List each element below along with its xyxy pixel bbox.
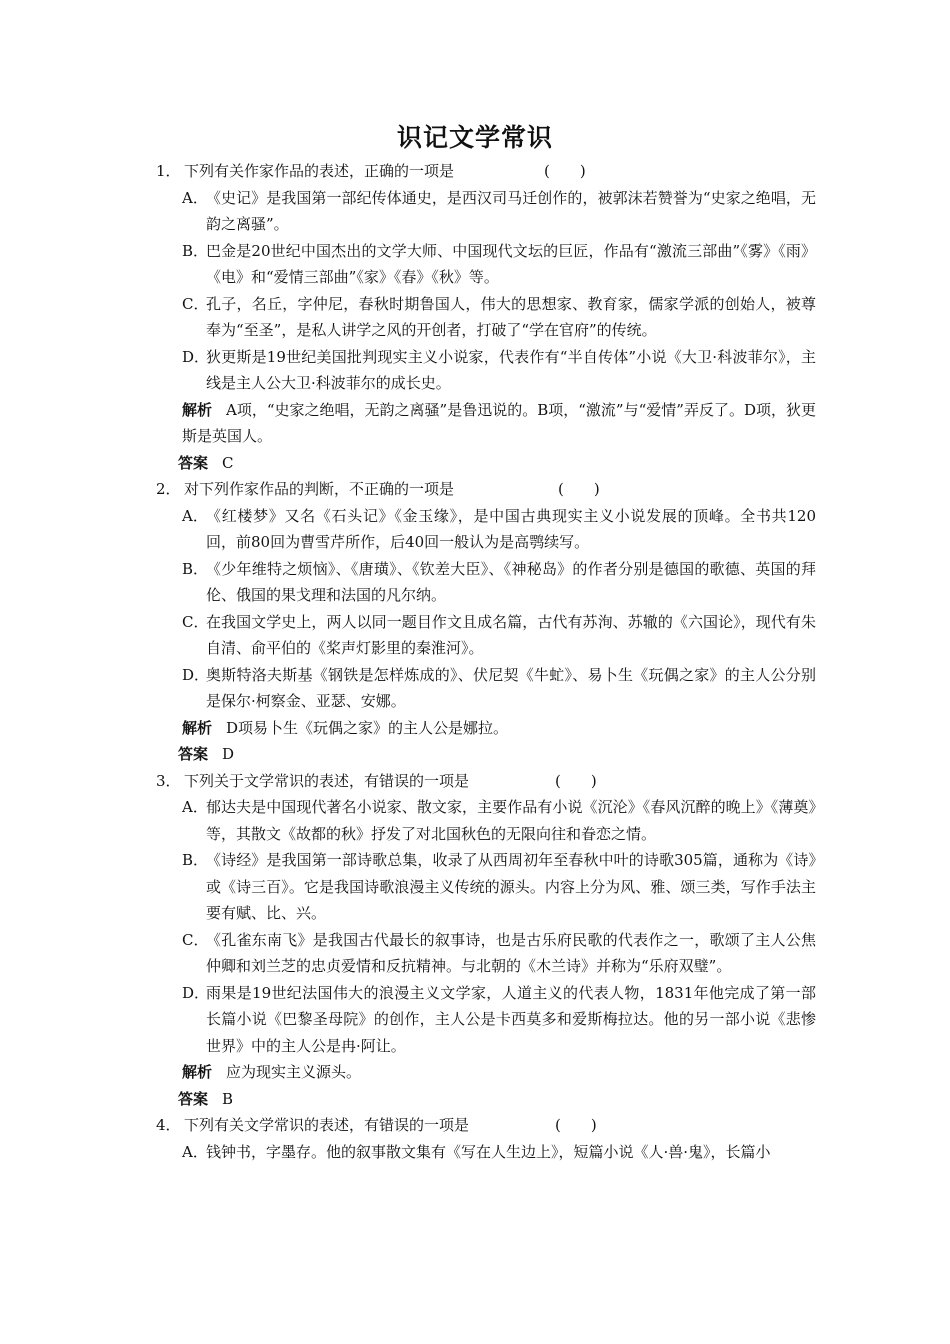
question-4: [156, 1112, 816, 1165]
option-b: [156, 556, 816, 609]
option-c: [156, 291, 816, 344]
answer-value: B: [222, 1089, 234, 1108]
answer-label: 答案: [178, 1089, 209, 1108]
question-text: 下列关于文学常识的表述，有错误的一项是: [184, 771, 470, 790]
option-text: 《红楼梦》又名《石头记》《金玉缘》，是中国古典现实主义小说发展的顶峰。全书共120回，前80回为曹雪芹所作，后40回一般认为是高鹗续写。: [206, 506, 816, 551]
question-number: 4．: [156, 1116, 181, 1134]
option-letter: D．: [182, 347, 210, 366]
answer-value: C: [222, 453, 234, 472]
question-number: 3．: [156, 771, 181, 790]
option-text: 《孔雀东南飞》是我国古代最长的叙事诗，也是古乐府民歌的代表作之一，歌颂了主人公焦仲卿和刘兰芝的忠贞爱情和反抗精神。与北朝的《木兰诗》并称为“乐府双璧”。: [206, 930, 816, 975]
answer-blank: ( ): [555, 771, 597, 790]
option-letter: D．: [182, 983, 210, 1002]
question-stem: [156, 768, 816, 795]
answer-label: 答案: [178, 453, 209, 472]
question-text: 下列有关作家作品的表述，正确的一项是: [184, 162, 455, 180]
analysis-text: A项，“史家之绝唱，无韵之离骚”是鲁迅说的。B项，“激流”与“爱情”弄反了。D项，狄更斯是英国人。: [182, 400, 816, 445]
option-b: [156, 238, 816, 291]
option-text: 雨果是19世纪法国伟大的浪漫主义文学家，人道主义的代表人物，1831年他完成了第一部长篇小说《巴黎圣母院》的创作，主人公是卡西莫多和爱斯梅拉达。他的另一部小说《悲惨世界》中的主人公是冉·阿让。: [206, 983, 816, 1055]
option-a: [156, 185, 816, 238]
option-text: 狄更斯是19世纪美国批判现实主义小说家，代表作有“半自传体”小说《大卫·科波菲尔》，主线是主人公大卫·科波菲尔的成长史。: [206, 347, 816, 392]
option-d: [156, 344, 816, 397]
question-stem: [156, 476, 816, 503]
option-letter: B．: [182, 241, 209, 260]
question-stem: [156, 158, 816, 185]
option-letter: A．: [182, 798, 208, 816]
question-1: [156, 158, 816, 476]
document-title: 识记文学常识: [396, 123, 553, 152]
option-letter: C．: [182, 930, 209, 949]
option-text: 孔子，名丘，字仲尼，春秋时期鲁国人，伟大的思想家、教育家，儒家学派的创始人，被尊奉为“至圣”，是私人讲学之风的开创者，打破了“学在官府”的传统。: [206, 294, 816, 339]
analysis: [156, 1059, 816, 1086]
answer: [156, 450, 816, 477]
option-a: [156, 794, 816, 847]
question-number: 2．: [156, 480, 181, 498]
analysis-text: 应为现实主义源头。: [226, 1063, 362, 1081]
option-letter: A．: [182, 506, 208, 525]
question-2: [156, 476, 816, 768]
option-letter: B．: [182, 559, 209, 578]
option-letter: A．: [182, 1142, 208, 1161]
analysis-text: D项易卜生《玩偶之家》的主人公是娜拉。: [226, 718, 509, 737]
answer-blank: ( ): [558, 480, 600, 498]
option-text: 《少年维特之烦恼》、《唐璜》、《钦差大臣》、《神秘岛》的作者分别是德国的歌德、英国的拜伦、俄国的果戈理和法国的凡尔纳。: [206, 559, 816, 604]
option-a: [156, 503, 816, 556]
question-number: 1．: [156, 162, 181, 180]
option-letter: C．: [182, 294, 209, 313]
answer-blank: ( ): [555, 1116, 597, 1134]
option-d: [156, 980, 816, 1060]
answer: [156, 1086, 816, 1113]
option-c: [156, 927, 816, 980]
answer-blank: ( ): [544, 162, 586, 180]
question-3: [156, 768, 816, 1113]
analysis: [156, 397, 816, 450]
option-b: [156, 847, 816, 927]
option-letter: A．: [182, 188, 208, 207]
option-text: 奥斯特洛夫斯基《钢铁是怎样炼成的》、伏尼契《牛虻》、易卜生《玩偶之家》的主人公分别是保尔·柯察金、亚瑟、安娜。: [206, 665, 816, 710]
option-text: 巴金是20世纪中国杰出的文学大师、中国现代文坛的巨匠，作品有“激流三部曲”《雾》《雨》《电》和“爱情三部曲”《家》《春》《秋》等。: [206, 241, 816, 286]
analysis-label: 解析: [182, 400, 213, 419]
question-text: 下列有关文学常识的表述，有错误的一项是: [184, 1116, 470, 1134]
analysis-label: 解析: [182, 1063, 213, 1081]
option-a: [156, 1139, 816, 1166]
option-letter: B．: [182, 851, 209, 869]
option-d: [156, 662, 816, 715]
question-text: 对下列作家作品的判断，不正确的一项是: [184, 480, 455, 498]
document-body: [156, 158, 816, 1165]
answer-value: D: [222, 745, 235, 763]
answer-label: 答案: [178, 745, 209, 763]
option-letter: D．: [182, 665, 210, 684]
option-text: 《史记》是我国第一部纪传体通史，是西汉司马迁创作的，被郭沫若赞誉为“史家之绝唱，无韵之离骚”。: [206, 188, 816, 233]
option-letter: C．: [182, 612, 209, 631]
option-c: [156, 609, 816, 662]
analysis-label: 解析: [182, 718, 213, 737]
question-stem: [156, 1112, 816, 1139]
option-text: 郁达夫是中国现代著名小说家、散文家，主要作品有小说《沉沦》《春风沉醉的晚上》《薄奠》等，其散文《故都的秋》抒发了对北国秋色的无限向往和眷恋之情。: [206, 798, 816, 843]
analysis: [156, 715, 816, 742]
answer: [156, 741, 816, 768]
option-text: 钱钟书，字墨存。他的叙事散文集有《写在人生边上》，短篇小说《人·兽·鬼》，长篇小: [206, 1142, 771, 1161]
option-text: 《诗经》是我国第一部诗歌总集，收录了从西周初年至春秋中叶的诗歌305篇，通称为《诗》或《诗三百》。它是我国诗歌浪漫主义传统的源头。内容上分为风、雅、颂三类，写作手法主要有赋、比、兴。: [206, 851, 816, 922]
option-text: 在我国文学史上，两人以同一题目作文且成名篇，古代有苏洵、苏辙的《六国论》，现代有朱自清、俞平伯的《桨声灯影里的秦淮河》。: [206, 612, 816, 657]
